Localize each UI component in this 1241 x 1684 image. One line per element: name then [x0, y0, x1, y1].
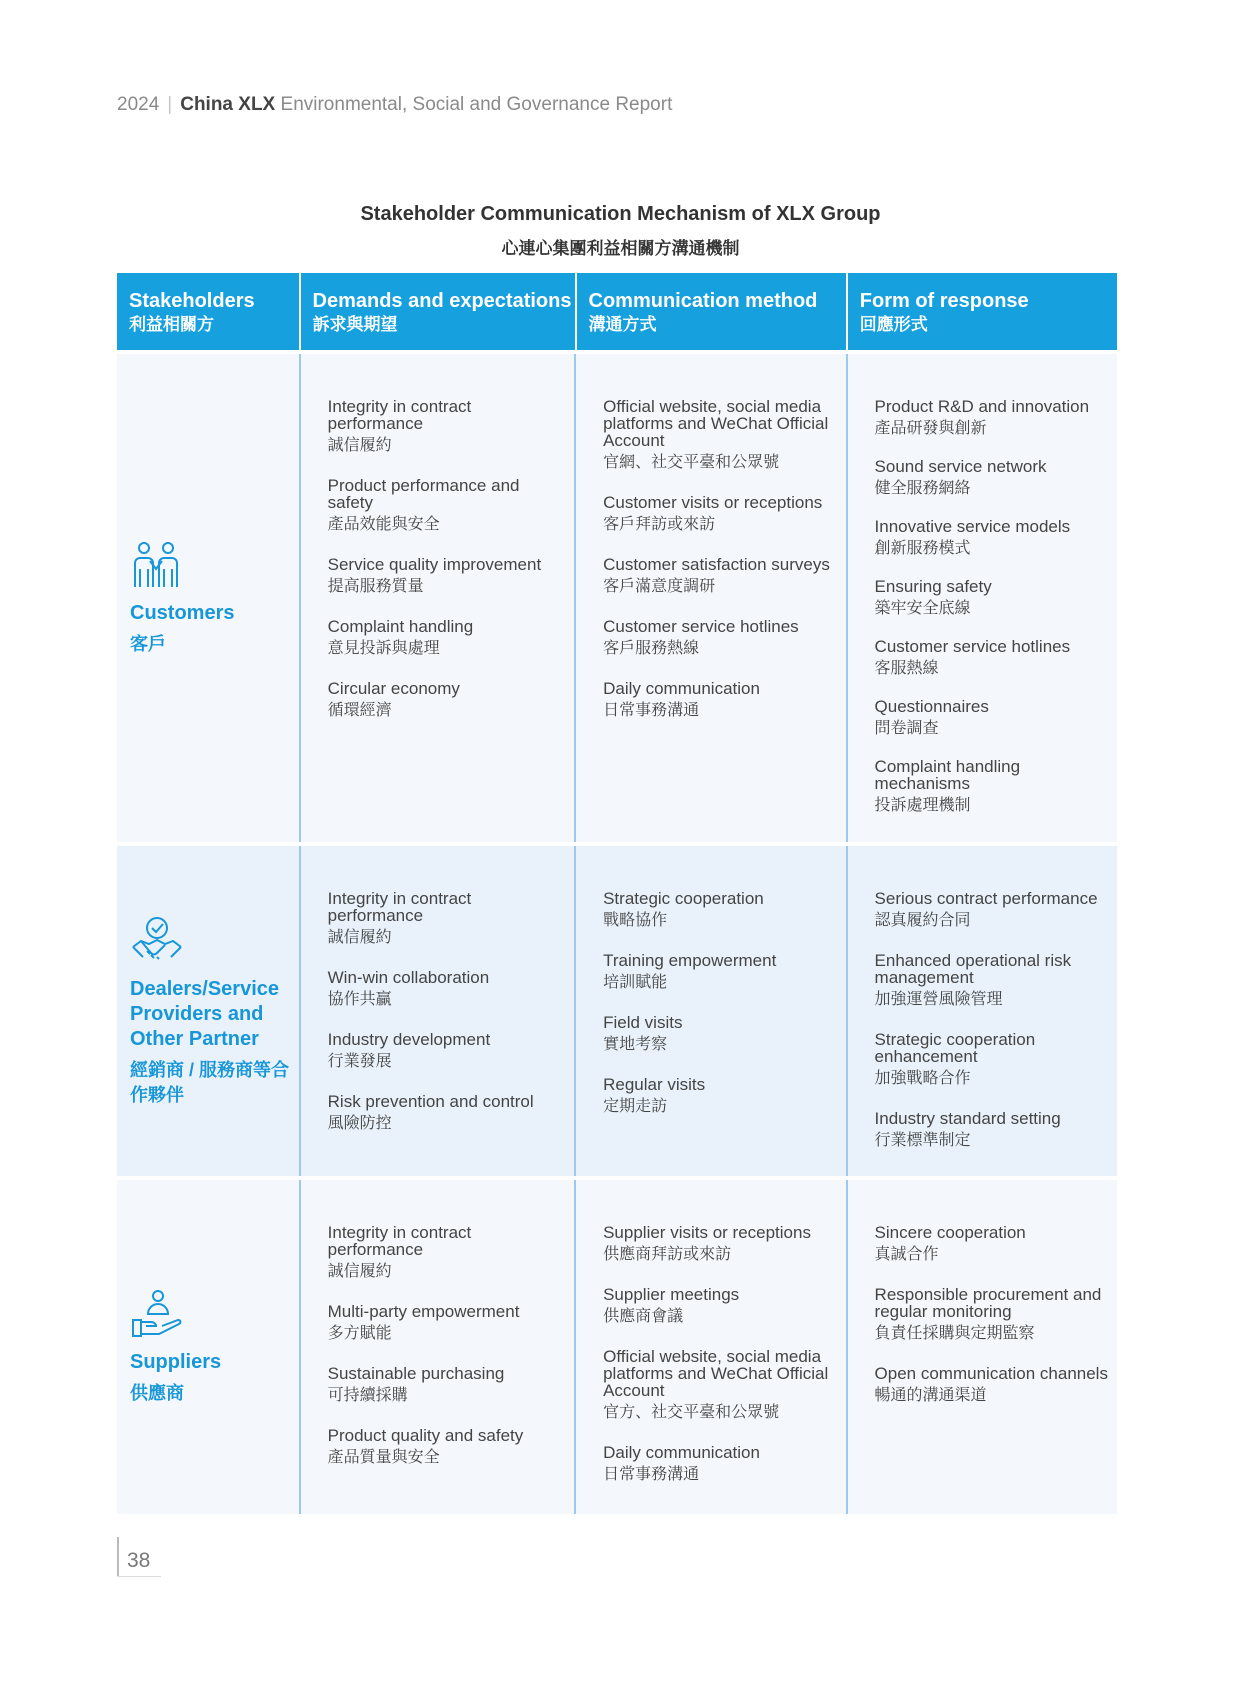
item-zh: 客戶服務熱線 [603, 640, 700, 657]
report-header [117, 94, 672, 116]
item-en: Industry development [327, 1030, 491, 1049]
column-header-zh: 訴求與期望 [312, 315, 398, 334]
item-zh: 循環經濟 [327, 702, 392, 719]
item-en: Field visits [603, 1013, 683, 1032]
item-en: Product performance and safety [327, 476, 520, 512]
item-zh: 官方、社交平臺和公眾號 [603, 1404, 780, 1421]
table-title-en: Stakeholder Communication Mechanism of XLX Group [360, 203, 881, 225]
list-item [603, 1076, 839, 1118]
item-en: Integrity in contract performance [327, 889, 472, 925]
item-en: Sound service network [874, 457, 1047, 476]
column-header-en: Communication method [588, 290, 818, 312]
demands-cell [299, 846, 574, 1176]
item-zh: 意見投訴與處理 [327, 640, 440, 657]
item-en: Questionnaires [874, 697, 989, 716]
table-header [117, 273, 1117, 350]
column-header-responses [848, 273, 1117, 350]
list-item [328, 1303, 568, 1345]
item-en: Regular visits [603, 1075, 706, 1094]
list-item [875, 1365, 1111, 1407]
item-zh: 供應商拜訪或來訪 [603, 1246, 732, 1263]
table-row-suppliers [117, 1180, 1117, 1514]
stakeholder-cell [117, 1180, 299, 1514]
item-zh: 創新服務模式 [874, 540, 971, 557]
column-header-methods [577, 273, 846, 350]
stakeholder-name-en: Customers [130, 602, 235, 624]
item-en: Customer visits or receptions [603, 493, 823, 512]
item-en: Official website, social media platforms and WeChat Official Account [603, 397, 829, 450]
item-zh: 問卷調查 [874, 720, 939, 737]
list-item [875, 1224, 1111, 1266]
list-item [603, 1348, 839, 1424]
item-en: Innovative service models [874, 517, 1071, 536]
item-en: Supplier visits or receptions [603, 1223, 811, 1242]
item-en: Win-win collaboration [327, 968, 490, 987]
list-item [603, 494, 839, 536]
list-item [875, 638, 1111, 680]
item-zh: 認真履約合同 [874, 912, 971, 929]
item-zh: 日常事務溝通 [603, 702, 700, 719]
item-zh: 實地考察 [603, 1036, 668, 1053]
item-en: Product R&D and innovation [874, 397, 1090, 416]
list-item [328, 398, 568, 457]
list-item [328, 1093, 568, 1135]
item-en: Product quality and safety [327, 1426, 524, 1445]
list-item [328, 890, 568, 949]
list-item [328, 1427, 568, 1469]
item-zh: 培訓賦能 [603, 974, 668, 991]
table-row-dealers [117, 846, 1117, 1176]
list-item [328, 1224, 568, 1283]
list-item [603, 890, 839, 932]
table-title-zh: 心連心集團利益相關方溝通機制 [501, 239, 740, 258]
item-en: Enhanced operational risk management [874, 951, 1072, 987]
list-item [328, 1365, 568, 1407]
item-en: Industry standard setting [874, 1109, 1061, 1128]
list-item [603, 618, 839, 660]
demands-cell [299, 354, 574, 842]
list-item [875, 1031, 1111, 1090]
demands-cell [299, 1180, 574, 1514]
stakeholder-name-en: Suppliers [130, 1351, 222, 1373]
item-en: Responsible procurement and regular monitoring [874, 1285, 1102, 1321]
handshake-icon [130, 915, 184, 969]
report-year: 2024 [117, 94, 160, 115]
responses-cell [846, 354, 1117, 842]
table-row-customers [117, 354, 1117, 842]
item-en: Integrity in contract performance [327, 397, 472, 433]
list-item [603, 398, 839, 474]
item-en: Customer service hotlines [603, 617, 799, 636]
item-en: Serious contract performance [874, 889, 1098, 908]
hand-person-icon [130, 1288, 184, 1342]
list-item [875, 458, 1111, 500]
list-item [875, 698, 1111, 740]
item-en: Daily communication [603, 679, 760, 698]
column-header-en: Form of response [859, 290, 1029, 312]
item-zh: 築牢安全底線 [874, 600, 971, 617]
stakeholder-name-en: Dealers/Service Providers and Other Partner [130, 977, 280, 1050]
item-zh: 客戶拜訪或來訪 [603, 516, 716, 533]
item-en: Strategic cooperation [603, 889, 764, 908]
list-item [328, 1031, 568, 1073]
item-zh: 產品質量與安全 [327, 1449, 440, 1466]
item-en: Service quality improvement [327, 555, 542, 574]
item-zh: 負責任採購與定期監察 [874, 1325, 1035, 1342]
list-item [603, 952, 839, 994]
list-item [603, 1444, 839, 1486]
item-en: Sustainable purchasing [327, 1364, 505, 1383]
table-title [0, 203, 1241, 259]
item-en: Supplier meetings [603, 1285, 740, 1304]
list-item [875, 1110, 1111, 1152]
list-item [875, 518, 1111, 560]
item-en: Customer service hotlines [874, 637, 1071, 656]
item-zh: 行業發展 [327, 1053, 392, 1070]
item-en: Multi-party empowerment [327, 1302, 520, 1321]
item-en: Open communication channels [874, 1364, 1108, 1383]
report-name: Environmental, Social and Governance Report [280, 94, 673, 115]
item-zh: 日常事務溝通 [603, 1466, 700, 1483]
item-en: Sincere cooperation [874, 1223, 1026, 1242]
item-zh: 提高服務質量 [327, 578, 424, 595]
item-zh: 誠信履約 [327, 1263, 392, 1280]
list-item [328, 477, 568, 536]
stakeholder-table [117, 273, 1117, 1514]
list-item [603, 1286, 839, 1328]
responses-cell [846, 846, 1117, 1176]
stakeholder-name-zh: 供應商 [130, 1383, 184, 1403]
item-zh: 產品效能與安全 [327, 516, 440, 533]
list-item [603, 1224, 839, 1266]
stakeholder-name-zh: 客戶 [130, 634, 166, 654]
list-item [875, 1286, 1111, 1345]
item-en: Ensuring safety [874, 577, 992, 596]
item-zh: 客服熱線 [874, 660, 939, 677]
item-zh: 協作共贏 [327, 991, 392, 1008]
list-item [875, 890, 1111, 932]
item-zh: 加強戰略合作 [874, 1070, 971, 1087]
methods-cell [574, 354, 845, 842]
item-zh: 暢通的溝通渠道 [874, 1387, 987, 1404]
item-zh: 風險防控 [327, 1115, 392, 1132]
item-zh: 加強運營風險管理 [874, 991, 1003, 1008]
item-en: Customer satisfaction surveys [603, 555, 830, 574]
item-zh: 健全服務網絡 [874, 480, 971, 497]
stakeholder-name-zh: 經銷商 / 服務商等合作夥伴 [130, 1059, 290, 1105]
item-en: Complaint handling mechanisms [874, 757, 1021, 793]
item-en: Complaint handling [327, 617, 474, 636]
responses-cell [846, 1180, 1117, 1514]
methods-cell [574, 846, 845, 1176]
list-item [875, 758, 1111, 817]
column-header-zh: 利益相關方 [129, 315, 214, 334]
column-header-zh: 溝通方式 [588, 315, 657, 334]
people-icon [130, 539, 184, 593]
item-en: Training empowerment [603, 951, 777, 970]
list-item [328, 969, 568, 1011]
list-item [875, 952, 1111, 1011]
item-en: Official website, social media platforms and WeChat Official Account [603, 1347, 829, 1400]
brand-name: China XLX [180, 94, 276, 115]
column-header-demands [301, 273, 575, 350]
list-item [603, 680, 839, 722]
item-zh: 誠信履約 [327, 929, 392, 946]
item-en: Daily communication [603, 1443, 760, 1462]
item-zh: 可持續採購 [327, 1387, 408, 1404]
header-separator: | [167, 94, 173, 115]
methods-cell [574, 1180, 845, 1514]
item-en: Integrity in contract performance [327, 1223, 472, 1259]
item-zh: 產品研發與創新 [874, 420, 987, 437]
list-item [603, 1014, 839, 1056]
item-en: Circular economy [327, 679, 460, 698]
page-number: 38 [117, 1537, 150, 1577]
item-zh: 行業標準制定 [874, 1132, 971, 1149]
column-header-stakeholders [117, 273, 299, 350]
item-zh: 誠信履約 [327, 437, 392, 454]
item-zh: 官網、社交平臺和公眾號 [603, 454, 780, 471]
list-item [328, 556, 568, 598]
column-header-zh: 回應形式 [859, 315, 928, 334]
column-header-en: Demands and expectations [312, 290, 572, 312]
item-zh: 客戶滿意度調研 [603, 578, 716, 595]
item-zh: 定期走訪 [603, 1098, 668, 1115]
item-en: Strategic cooperation enhancement [874, 1030, 1036, 1066]
item-zh: 投訴處理機制 [874, 797, 971, 814]
item-zh: 供應商會議 [603, 1308, 684, 1325]
item-zh: 戰略協作 [603, 912, 668, 929]
stakeholder-cell [117, 846, 299, 1176]
page-number-underline [117, 1576, 161, 1577]
item-zh: 真誠合作 [874, 1246, 939, 1263]
list-item [328, 618, 568, 660]
list-item [603, 556, 839, 598]
item-zh: 多方賦能 [327, 1325, 392, 1342]
list-item [875, 398, 1111, 440]
list-item [875, 578, 1111, 620]
item-en: Risk prevention and control [327, 1092, 534, 1111]
column-header-en: Stakeholders [129, 290, 255, 312]
stakeholder-cell [117, 354, 299, 842]
list-item [328, 680, 568, 722]
